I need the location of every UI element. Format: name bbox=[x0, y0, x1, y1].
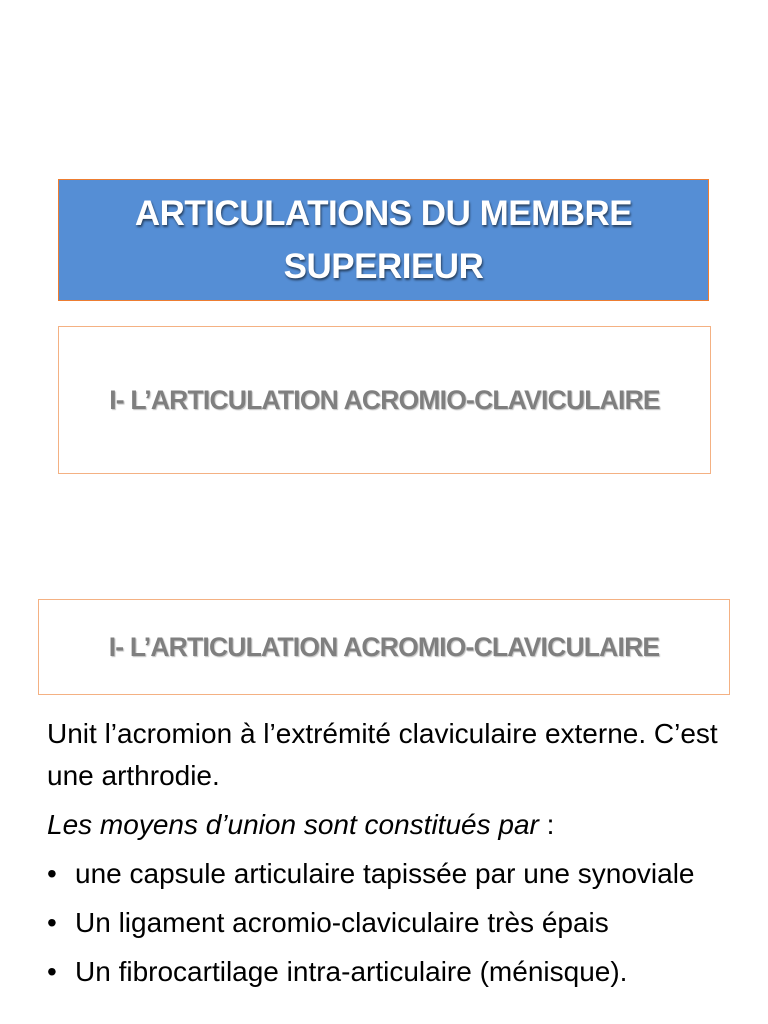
subtitle-box bbox=[58, 326, 711, 474]
paragraph-intro: Unit l’acromion à l’extrémité claviculaire externe. C’est une arthrodie. bbox=[47, 718, 718, 791]
bullet-icon: • bbox=[47, 907, 57, 938]
list-item-text: Un fibrocartilage intra-articulaire (ménisque). bbox=[75, 956, 628, 987]
section-heading: I- L’ARTICULATION ACROMIO-CLAVICULAIRE bbox=[108, 631, 660, 662]
list-item bbox=[47, 951, 737, 993]
bullet-icon: • bbox=[47, 956, 57, 987]
slide-title-box bbox=[58, 179, 709, 301]
paragraph-union-italic: Les moyens d’union sont constitués par bbox=[47, 809, 539, 840]
list-item-text: une capsule articulaire tapissée par une synoviale bbox=[75, 858, 695, 889]
bullet-list bbox=[47, 853, 737, 993]
body-content bbox=[47, 713, 737, 1000]
list-item bbox=[47, 853, 737, 895]
paragraph-union-suffix: : bbox=[538, 809, 555, 840]
list-item-text: Un ligament acromio-claviculaire très épais bbox=[75, 907, 609, 938]
slide-subtitle: I- L’ARTICULATION ACROMIO-CLAVICULAIRE bbox=[109, 384, 660, 415]
section-heading-box bbox=[38, 599, 730, 695]
slide-title: ARTICULATIONS DU MEMBRE SUPERIEUR bbox=[134, 194, 633, 286]
bullet-icon: • bbox=[47, 858, 57, 889]
paragraph-union bbox=[47, 804, 737, 846]
list-item bbox=[47, 902, 737, 944]
